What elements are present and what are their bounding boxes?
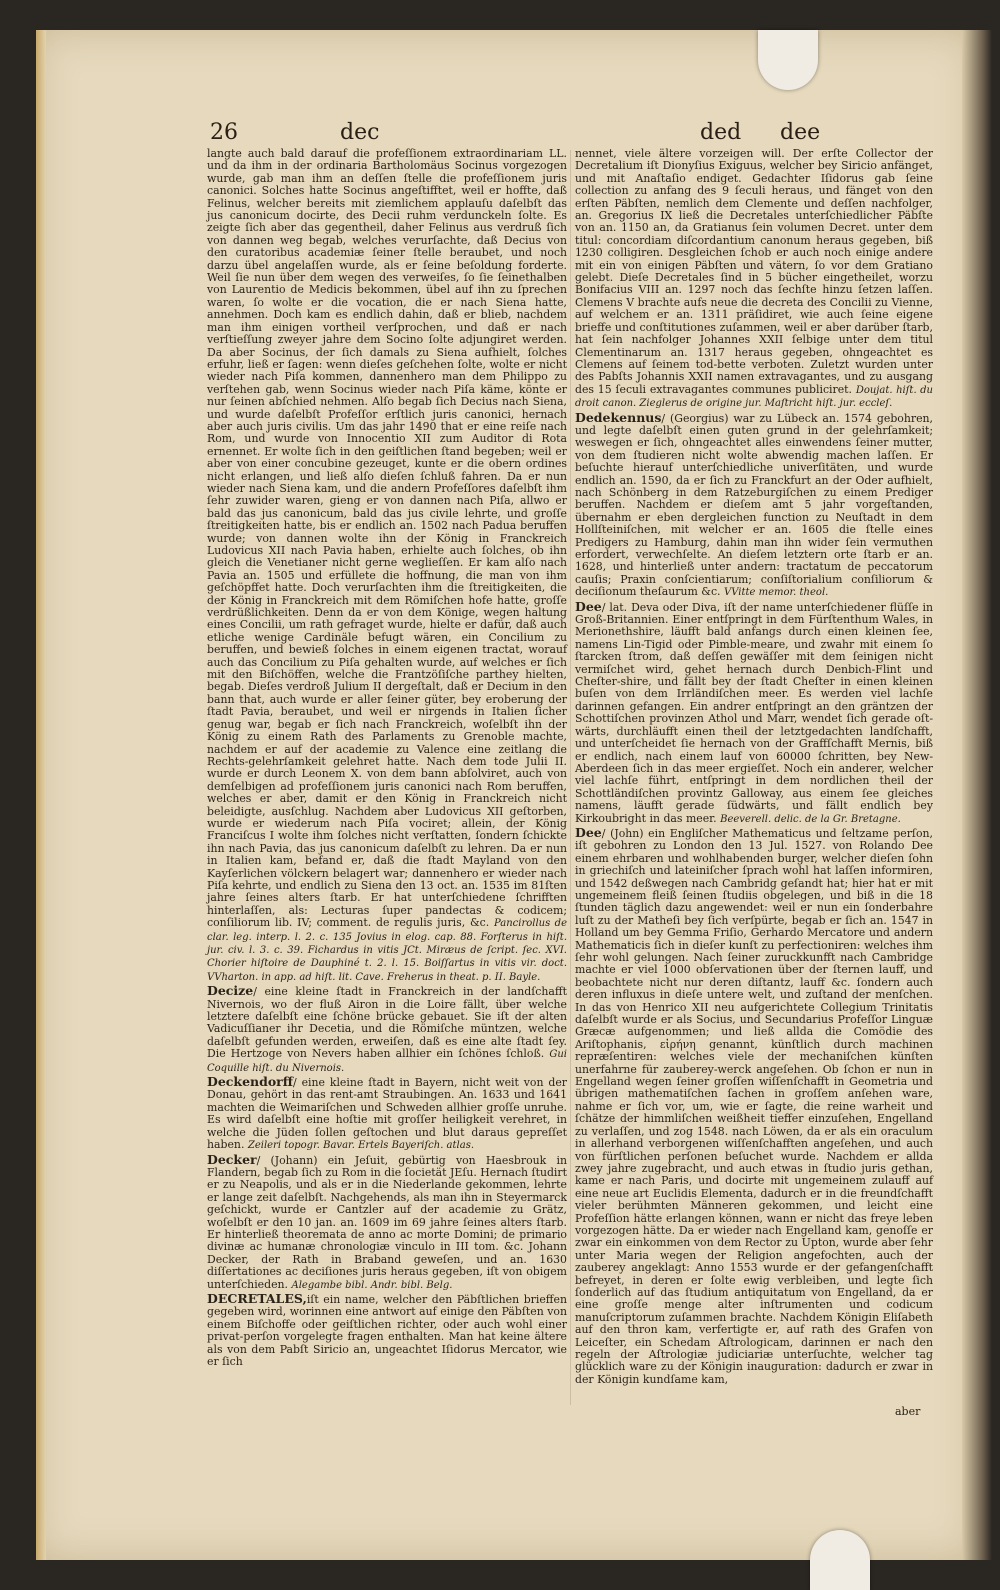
entry-headword: Dee bbox=[575, 598, 602, 614]
entry-text: / eine kleine ſtadt in Franckreich in der landſchafft Nivernois, wo der fluß Airon in die Loire fällt, über welche letztere daſelbſt eine ſchöne brücke gebauet. Sie iſt der alten Vadicuſſianer ihr Decetia, und die Römiſche müntzen, welche daſelbſt gefunden werden, erweiſen, daß es eine alte ſtadt ſey. Die Hertzoge von Nevers haben allhier ein ſchönes ſchloß. bbox=[207, 985, 567, 1061]
entry-headword: Dee bbox=[575, 824, 602, 840]
page-clip-bottom bbox=[810, 1530, 870, 1590]
entry-citation: Pancirollus de clar. leg. interp. l. 2. c. 135 Jovius in elog. cap. 88. Forſterus in hiſt. jur. civ. l. 3. c. 39. Fichardus in vitis JCt. Miræus de ſcript. ſec. XVI. Chorier hiſtoire de Dauphiné t. 2. l. 15. Boiſſartus in vitis vir. doct. VVharton. in app. ad hiſt. lit. Cave. Freherus in theat. p. II. Bayle. bbox=[207, 918, 567, 983]
catchword: aber bbox=[895, 1405, 921, 1418]
entry-text: iſt ein name, welcher den Päbſtlichen brieffen gegeben wird, worinnen eine antwort auf einige den Päbſten von einem Biſchoffe oder geiſtlichen richter, oder auch wohl einer privat-perſon vorgelegte fragen enthalten. Man hat keine ältere als von dem Pabſt Siricio an, ungeachtet Iſidorus Mercator, wie er ſich bbox=[207, 1292, 567, 1368]
entry-citation: Zeileri topogr. Bavar. Ertels Bayeriſch. atlas. bbox=[247, 1140, 475, 1152]
page-binding-edge bbox=[36, 30, 46, 1560]
entry-headword: Decize bbox=[207, 983, 254, 999]
left-column bbox=[207, 148, 567, 1368]
header-keyword-center: ded bbox=[700, 120, 742, 145]
dictionary-entry bbox=[207, 1151, 567, 1292]
entry-text: langte auch bald darauf die profeſſionem extraordinariam LL. und da ihm in der ordinaria Bartholomäus Socinus vorgezogen wurde, gab man ihm an deſſen ſtelle die profeſſionem juris canonici. Solches hatte Socinus angeſtifftet, weil er hoffte, daß Felinus, welcher bereits mit ziemlichem applauſu daſelbſt das jus canonicum docirte, des Decii ruhm verdunckeln ſolte. Es zeigte ſich aber das gegentheil, daher Felinus aus verdruß ſich von dannen weg begab, welches verurſachte, daß Decius von den curatoribus academiæ ſeiner ſtelle beraubet, und noch darzu übel angelaſſen wurde, als er ſeine beſoldung forderte. Weil ſie nun über dem wegen des verweiſes, ſo ſie ſeinethalben von Laurentio de Medicis bekommen, übel auf ihn zu ſprechen waren, ſo wolte er die vocation, die er nach Siena hatte, annehmen. Doch kam es endlich dahin, daß er blieb, nachdem man ihm einigen vortheil verſprochen, und daß er nach verſtieſſung zweyer jahre dem Socino ſolte adjungiret werden. Da aber Socinus, der ſich damals zu Siena aufhielt, ſolches erfuhr, ließ er ſagen: wenn dieſes geſchehen ſolte, wolte er nicht wieder nach Piſa kommen, dannenhero man dem Philippo zu verſtehen gab, wenn Socinus wieder nach Piſa käme, könte er nur ſeinen abſchied nehmen. Alſo begab ſich Decius nach Siena, und wurde daſelbſt Profeſſor erſtlich juris canonici, hernach aber auch juris civilis. Um das jahr 1490 that er eine reiſe nach Rom, und wurde von Innocentio XII zum Auditor di Rota ernennet. Er wolte ſich in den geiſtlichen ſtand begeben; weil er aber von einer concubine gezeuget, kunte er die obern ordines nicht erlangen, und ließ alſo dieſen ſchluß fahren. Da er nun wieder nach Siena kam, und die andern Profeſſores daſelbſt ihm ſehr zuwider waren, gieng er von dannen nach Piſa, allwo er bald das jus canonicum, bald das jus civile lehrte, und groſſe ſtreitigkeiten hatte, bis er endlich an. 1502 nach Padua beruffen wurde; von dannen wolte ihn der König in Franckreich Ludovicus XII nach Pavia haben, erhielte auch ſolches, ob ihn gleich die Venetianer nicht gerne weglieſſen. Er kam alſo nach Pavia an. 1505 und erfüllete die hoffnung, die man von ihm geſchöpffet hatte. Doch verurſachten ihm die ſtreitigkeiten, die der König in Franckreich mit dem Römiſchen hofe hatte, groſſe verdrüßlichkeiten. Denn da er von dem Könige, wegen haltung eines Concilii, um rath gefraget wurde, hielte er dafür, daß auch etliche wenige Cardinäle befugt wären, ein Concilium zu beruffen, und bewieß ſolches in einem eigenen tractat, worauf auch das Concilium zu Piſa gehalten wurde, auf welches er ſich mit den Biſchöffen, welche die Frantzöſiſche parthey hielten, begab. Dieſes verdroß Julium II dergeſtalt, daß er Decium in den bann that, auch wurde er aller ſeiner güter, bey eroberung der ſtadt Pavia, beraubet, und weil er nirgends in Italien ſicher genug war, begab er ſich nach Franckreich, woſelbſt ihn der König zu einem Rath des Parlaments zu Grenoble machte, nachdem er auf der academie zu Valence eine zeitlang die Rechts-gelehrſamkeit gelehret hatte. Nach dem tode Julii II. wurde er durch Leonem X. von dem bann abſolviret, auch von demſelbigen ad profeſſionem juris canonici nach Rom beruffen, welches er aber, damit er den König in Franckreich nicht beleidigte, ausſchlug. Nachdem aber Ludovicus XII geſtorben, wurde er wiederum nach Piſa vociret; allein, der König Franciſcus I wolte ihm ſolches nicht verſtatten, ſondern ſchickte ihn nach Pavia, das jus canonicum daſelbſt zu lehren. Da er nun in Italien kam, befand er, daß die ſtadt Mayland von den Kayſerlichen völckern belagert war; dannenhero er wieder nach Piſa kehrte, und endlich zu Siena den 13 oct. an. 1535 im 81ſten jahre ſeines alters ſtarb. Er hat unterſchiedene ſchrifften hinterlaſſen, als: Lecturas ſuper pandectas & codicem; conſiliorum lib. IV; comment. de regulis juris, &c. bbox=[207, 147, 567, 930]
dictionary-entry bbox=[575, 598, 933, 826]
entry-citation: VVitte memor. theol. bbox=[724, 587, 829, 599]
entry-headword: DECRETALES, bbox=[207, 1290, 307, 1306]
entry-headword: Decker bbox=[207, 1151, 257, 1167]
entry-text: / (John) ein Engliſcher Mathematicus und ſeltzame perſon, iſt gebohren zu London den 13 Jul. 1527. von Rolando Dee einem ehrbaren und wohlhabenden burger, welcher dieſen ſohn in griechiſch und lateiniſcher ſprach wohl hat laſſen informiren, und 1542 deßwegen nach Cambridg geſandt hat; hier hat er mit ungemeinem fleiß ſeinen ſtudiis obgelegen, und biß in die 18 ſtunden täglich dazu angewendet: weil er nun ein ſonderbahre luſt zu der Matheſi bey ſich verſpürte, begab er ſich an. 1547 in Holland um bey Gemma Friſio, Gerhardo Mercatore und andern Mathematicis ſich in dieſer kunſt zu perfectioniren: welches ihm ſehr wohl gelungen. Nach ſeiner zuruckkunfft nach Cambridge machte er viel 1000 obſervationen über der ſternen lauff, und beobachtete nicht nur deren diſtantz, lauff &c. ſondern auch deren influxus in dieſe untere welt, und zuſtand der menſchen. In das von Henrico XII neu aufgerichtete Collegium Trinitatis daſelbſt wurde er als Socius, und Secundarius Profeſſor Linguæ Græcæ aufgenommen; und ließ allda die Comödie des Ariſtophanis, εἰρήνη genannt, künſtlich durch machinen repræſentiren: welches viele der mechaniſchen künſten unerfahrne für zauberey-werck angeſehen. Ob ſchon er nun in Engelland wegen ſeiner groſſen wiſſenſchafft in Geometria und übrigen mathematiſchen ſachen in groſſem anſehen ware, nahme er ſich vor, um, wie er ſagte, die reine warheit und ſchätze der himmliſchen weißheit tieffer einzuſehen, Engelland zu verlaſſen, und zog 1548. nach Löwen, da er als ein oraculum in allerhand verborgenen wiſſenſchafften angeſehen, und auch von fürſtlichen perſonen beſuchet wurde. Nachdem er allda zwey jahre zugebracht, und auch etwas in ſtudio juris gethan, kame er nach Paris, und docirte mit ungemeinem zulauff auf eine neue art Euclidis Elementa, dadurch er in die freundſchafft vieler berühmten Männeren gekommen, und leicht eine Profeſſion hätte erlangen können, wann er nicht das freye leben vorgezogen hätte. Da er wieder nach Engelland kam, genoſſe er zwar ein einkommen von dem Rector zu Upton, wurde aber ſehr unter Maria wegen der Religion angefochten, auch der zauberey angeklagt: Anno 1553 wurde er der gefangenſchafft befreyet, in deren er ſolte ewig verbleiben, und legte ſich ſonderlich auf das ſtudium antiquitatum von Engelland, da er eine groſſe menge alter inſtrumenten und codicum manuſcriptorum zuſammen brachte. Nachdem Königin Eliſabeth auf den thron kam, verfertigte er, auf rath des Grafen von Leiceſter, ein Schedam Aſtrologicam, darinnen er nach den regeln der Aſtrologiæ judiciariæ unterſuchte, welcher tag glücklich ware zu der Königin inauguration: dadurch er zwar in der Königin kundſame kam, bbox=[575, 826, 933, 1386]
entry-headword: Deckendorff bbox=[207, 1074, 294, 1090]
entry-citation: Doujat. hiſt. du droit canon. Zieglerus de origine jur. Maſtricht hiſt. jur. eccleſ. bbox=[575, 384, 933, 410]
dictionary-entry bbox=[207, 1076, 567, 1152]
dictionary-entry bbox=[207, 985, 567, 1075]
dictionary-entry bbox=[575, 409, 933, 600]
entry-citation: Gui Coquille hiſt. du Nivernois. bbox=[207, 1049, 567, 1074]
dictionary-entry bbox=[207, 1290, 567, 1368]
page-clip-top bbox=[758, 30, 818, 90]
column-gutter bbox=[570, 150, 571, 1405]
dictionary-entry bbox=[575, 824, 933, 1386]
entry-text: / eine kleine ſtadt in Bayern, nicht weit von der Donau, gehört in das rent-amt Straubingen. An. 1633 und 1641 machten die Weimariſchen und Schweden allhier groſſe unruhe. Es wird daſelbſt eine hoſtie mit groſſer heiligkeit verehret, in welche die Jüden ſollen geſtochen und blut daraus gepreſſet haben. bbox=[207, 1076, 567, 1152]
entry-text: / (Johann) ein Jeſuit, gebürtig von Haesbrouk in Flandern, begab ſich zu Rom in die ſocietät JEſu. Hernach ſtudirt er zu Neapolis, und als er in die Niederlande gekommen, lehrte er lange zeit daſelbſt. Nachgehends, als man ihn in Steyermarck geſchickt, wurde er Cantzler auf der academie zu Grätz, woſelbſt er den 10 jan. an. 1609 im 69 jahre ſeines alters ſtarb. Er hinterließ theoremata de anno ac morte Domini; de primario divinæ ac humanæ chronologiæ vinculo in III tom. &c. Johann Decker, der Rath in Braband geweſen, und an. 1630 diſſertationes ac deciſiones juris heraus gegeben, iſt von obigem unterſchieden. bbox=[207, 1153, 567, 1291]
dictionary-entry bbox=[207, 148, 567, 984]
entry-citation: Alegambe bibl. Andr. bibl. Belg. bbox=[291, 1279, 453, 1291]
entry-text: nennet, viele ältere vorzeigen will. Der erſte Collector der Decretalium iſt Dionyſius Exiguus, welcher bey Siricio anfänget, und mit Anaſtaſio endiget. Gedachter Iſidorus gab ſeine collection zu anfang des 9 ſeculi heraus, und fänget von den erſten Päbſten, nemlich dem Clemente und deſſen nachfolger, an. Gregorius IX ließ die Decretales unterſchiedlicher Päbſte von an. 1150 an, da Gratianus ſein volumen Decret. unter dem titul: concordiam diſcordantium canonum heraus gegeben, biß 1230 colligiren. Desgleichen ſchob er auch noch einige andere mit ein von einigen Päbſten und vätern, ſo vor dem Gratiano gelebt. Dieſe Decretales ſind in 5 bücher eingetheilet, worzu Bonifacius VIII an. 1297 noch das ſechſte hinzu ſetzen laſſen. Clemens V brachte aufs neue die decreta des Concilii zu Vienne, auf welchem er an. 1311 präſidiret, wie auch ſeine eigene brieffe und conſtitutiones zuſammen, weil er aber darüber ſtarb, hat ſein nachfolger Johannes XXII ſelbige unter dem titul Clementinarum an. 1317 heraus gegeben, ohngeachtet es Clemens auf ſeinem tod-bette verboten. Zuletzt wurden unter des Pabſts Johannis XXII namen extravagantes, und zu ausgang des 15 ſeculi extravagantes communes publiciret. bbox=[575, 147, 933, 396]
right-column bbox=[575, 148, 933, 1386]
entry-headword: Dedekennus bbox=[575, 409, 662, 425]
page-number: 26 bbox=[210, 120, 238, 145]
page-right-edge bbox=[962, 30, 992, 1560]
entry-text: / lat. Deva oder Diva, iſt der name unterſchiedener flüſſe in Groß-Britannien. Einer entſpringt in dem Fürſtenthum Wales, in Merionethshire, läufft bald anfangs durch einen kleinen ſee, namens Lin-Tigid oder Pimble-meare, und zwahr mit einem ſo ſtarcken ſtrom, daß deſſen gewäſſer mit dem ſeinigen nicht vermiſchet wird, gehet hernach durch Denbich-Flint und Cheſter-shire, und fällt bey der ſtadt Cheſter in einen kleinen buſen von dem Irrländiſchen meer. Es werden viel lachſe darinnen gefangen. Ein andrer entſpringt an den gräntzen der Schottiſchen provinzen Athol und Marr, wendet ſich gerade oſt-wärts, durchläufft einen theil der letztgedachten landſchafft, und unterſcheidet ſie hernach von der Graffſchafft Mernis, biß er endlich, nach einem lauf von 60000 ſchritten, bey New-Aberdeen ſich in das meer ergieſſet. Noch ein anderer, welcher viel lachſe führt, entſpringt in dem nordlichen theil der Schottländiſchen provintz Galloway, aus einem ſee gleiches namens, läufft gerade ſüdwärts, und fällt endlich bey Kirkoubright in das meer. bbox=[575, 600, 933, 825]
header-keyword-right: dee bbox=[780, 120, 821, 145]
header-keyword-left: dec bbox=[340, 120, 380, 145]
dictionary-entry bbox=[575, 148, 933, 411]
entry-citation: Beeverell. delic. de la Gr. Bretagne. bbox=[720, 813, 901, 825]
entry-text: / (Georgius) war zu Lübeck an. 1574 gebohren, und legte daſelbſt einen guten grund in der gelehrſamkeit; weswegen er ſich, ohngeachtet alles einwendens ſeiner mutter, von dem ſtudieren nicht wolte abwendig machen laſſen. Er beſuchte hierauf unterſchiedliche univerſitäten, und wurde endlich an. 1590, da er ſich zu Franckfurt an der Oder aufhielt, nach Schönberg in dem Ratzeburgiſchen zu einem Prediger beruffen. Nachdem er dieſem amt 5 jahr vorgeſtanden, übernahm er eben dergleichen function zu Neuſtadt in dem Hollſteiniſchen, mit welcher er an. 1605 die ſtelle eines Predigers zu Hamburg, dahin man ihn wider ſein vermuthen erfordert, verwechſelte. An dieſem letztern orte ſtarb er an. 1628, und hinterließ unter andern: tractatum de peccatorum cauſis; Praxin conſcientiarum; conſiſtorialium conſiliorum & deciſionum theſaurum &c. bbox=[575, 411, 933, 599]
